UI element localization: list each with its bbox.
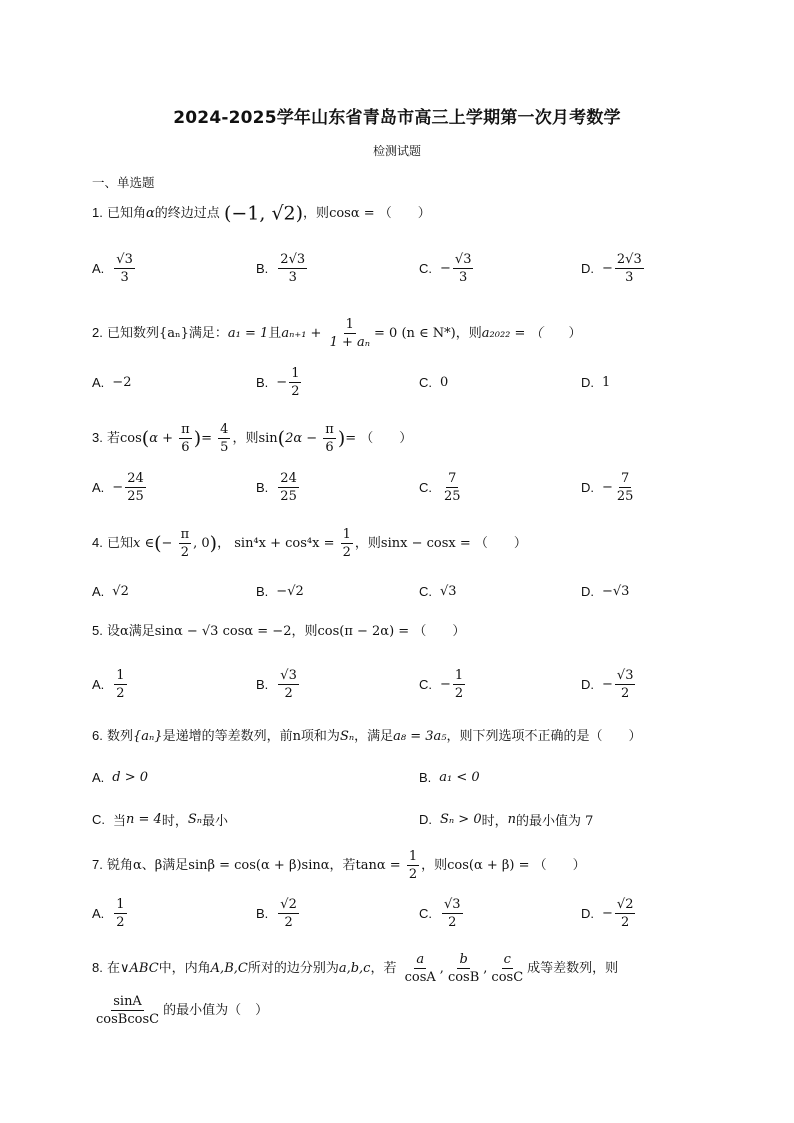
option-b[interactable]: B. $\frac{24}{25}$	[256, 470, 297, 504]
math-expression: a₈ = 3a₅	[393, 729, 447, 744]
alpha-symbol: α	[146, 206, 155, 221]
fraction: $\frac{√3}{2}$	[616, 667, 634, 701]
option-c[interactable]: C. − $\frac{√3}{3}$	[419, 251, 472, 285]
fraction: $\frac{1}{2}$	[342, 527, 351, 560]
question-5	[92, 621, 465, 642]
question-number: 5.	[92, 623, 103, 638]
math-expression: A,B,C	[210, 961, 248, 976]
math-expression: 2α −	[285, 431, 318, 446]
math-expression: 若cos	[106, 431, 142, 446]
math-expression: sinβ = cos(α + β)sinα	[188, 858, 330, 873]
fraction: $\frac{b}{\cos B}$	[447, 952, 480, 985]
question-number: 7.	[92, 857, 103, 872]
math-expression: = 0 (n ∈ N*)	[374, 326, 456, 341]
math-expression: {aₙ}	[133, 729, 163, 744]
question-8: 8. 在∨ABC中，内角A,B,C所对的边分别为a,b,c，若 $\frac{a}{\cos A}$ , $\frac{b}{\cos B}$ , $\frac{c}{\cos C}$ 成等差数列，则	[92, 952, 619, 985]
question-text: ，则sin	[232, 431, 278, 446]
fraction: $\frac{√2}{2}$	[280, 896, 297, 930]
option-d[interactable]: D. − $\frac{2√3}{3}$	[581, 251, 642, 285]
question-text: ，则	[455, 326, 482, 341]
options-row-6a	[92, 757, 712, 797]
question-7	[92, 850, 586, 881]
question-text: 的终边过点	[154, 206, 220, 221]
math-expression: tanα =	[355, 858, 401, 873]
option-a[interactable]: A. $\frac{√3}{3}$	[92, 251, 133, 285]
fraction: $\frac{\pi}{6}$	[325, 422, 334, 455]
fraction: $\frac{1}{\text{1 + aₙ}}$	[329, 317, 371, 350]
option-a[interactable]: A. − $\frac{24}{25}$	[92, 470, 144, 504]
question-text: 已知角	[106, 206, 146, 221]
options-row-2	[92, 362, 712, 402]
question-8-continued	[92, 995, 268, 1026]
question-text: 是递增的等差数列，前n项和为	[162, 729, 340, 744]
question-text: ，若	[370, 961, 397, 976]
section-heading: 一、单选题	[92, 175, 155, 190]
question-text: 设α满足	[106, 624, 155, 639]
question-text: 已知数列{aₙ}满足：	[106, 326, 228, 341]
fraction: $\frac{√2}{2}$	[616, 896, 634, 930]
math-expression: a,b,c	[338, 961, 371, 976]
answer-paren: ）	[568, 326, 582, 341]
question-text: ，则	[291, 624, 318, 639]
fraction: $\frac{\pi}{2}$	[180, 527, 190, 560]
fraction: $\frac{1}{2}$	[291, 365, 300, 399]
fraction: $\frac{1}{2}$	[116, 667, 125, 701]
question-text: ，则	[303, 206, 330, 221]
fraction: $\frac{24}{25}$	[127, 470, 144, 504]
math-expression: x ∈	[133, 536, 155, 551]
fraction: $\frac{\sin A}{\text{cosBcosC}}$	[96, 994, 160, 1027]
fraction: $\frac{1}{2}$	[116, 896, 125, 930]
option-d[interactable]: D. −√3	[581, 583, 630, 599]
option-c[interactable]: C. 当 n = 4 时， Sₙ 最小	[92, 811, 229, 829]
fraction: $\frac{√3}{3}$	[454, 251, 472, 285]
fraction: $\frac{24}{25}$	[280, 470, 297, 504]
option-d[interactable]: D. Sₙ > 0 时， n 的最小值为 7	[419, 811, 594, 829]
math-expression: sinx − cosx = （	[380, 536, 488, 551]
option-c[interactable]: C. 0	[419, 374, 449, 390]
question-text: 在	[106, 961, 120, 976]
fraction: $\frac{√3}{3}$	[116, 251, 133, 285]
page-title: 2024-2025学年山东省青岛市高三上学期第一次月考数学	[173, 108, 621, 128]
options-row-5	[92, 664, 712, 704]
fraction: $\frac{4}{5}$	[220, 422, 229, 455]
math-expression: ∨ABC	[120, 961, 159, 976]
answer-paren: ）	[452, 624, 466, 639]
option-a[interactable]: A. d > 0	[92, 769, 149, 785]
math-expression: cosα = （	[329, 206, 392, 221]
fraction: $\frac{2√3}{3}$	[280, 251, 306, 285]
fraction: $\frac{\pi}{6}$	[181, 422, 190, 455]
fraction: $\frac{7}{25}$	[444, 470, 461, 504]
options-row-4	[92, 571, 712, 611]
option-d[interactable]: D. 1	[581, 374, 611, 390]
answer-paren: ）	[399, 431, 413, 446]
option-c[interactable]: C. $\frac{7}{25}$	[419, 470, 461, 504]
options-row-1	[92, 248, 712, 288]
fraction: $\frac{√3}{2}$	[280, 667, 297, 701]
answer-paren: ）	[417, 206, 431, 221]
question-text: ，若	[329, 858, 356, 873]
question-text: 中，内角	[158, 961, 211, 976]
option-c[interactable]: C. − $\frac{1}{2}$	[419, 667, 464, 701]
option-a[interactable]: A. $\frac{1}{2}$	[92, 896, 125, 930]
question-text: ，则下列选项不正确的是（	[446, 729, 603, 744]
question-text: ，则	[354, 536, 381, 551]
question-number: 2.	[92, 325, 103, 340]
question-text: 成等差数列，则	[527, 961, 619, 976]
option-b[interactable]: B. $\frac{√2}{2}$	[256, 896, 297, 930]
math-expression: sinα − √3 cosα = −2	[154, 624, 292, 639]
question-text: 的最小值为（	[163, 1003, 242, 1018]
answer-paren: ）	[255, 1003, 269, 1018]
math-expression: sin⁴x + cos⁴x =	[234, 536, 335, 551]
options-row-7	[92, 893, 712, 933]
question-number: 1.	[92, 205, 103, 220]
math-expression: cos(α + β) = （	[447, 858, 547, 873]
fraction: $\frac{1}{2}$	[408, 849, 418, 882]
fraction: $\frac{√3}{2}$	[444, 896, 461, 930]
options-row-3	[92, 467, 712, 507]
math-expression: Sₙ	[339, 729, 355, 744]
option-a[interactable]: A. √2	[92, 583, 129, 599]
option-b[interactable]: B. $\frac{√3}{2}$	[256, 667, 297, 701]
math-expression: cos(π − 2α) = （	[317, 624, 427, 639]
question-4: 4. 已知x ∈(− $\frac{\pi}{2}$ , 0)， sin⁴x + cos⁴x = $\frac{1}{2}$ ，则sinx − cosx = （ ）	[92, 527, 527, 560]
question-text: ，则	[421, 858, 448, 873]
option-c[interactable]: C. √3	[419, 583, 457, 599]
question-number: 3.	[92, 430, 103, 445]
math-expression: a₁ = 1	[227, 326, 269, 341]
question-6	[92, 726, 642, 747]
math-expression: α +	[149, 431, 173, 446]
fraction: $\frac{1}{2}$	[454, 667, 464, 701]
question-text: 所对的边分别为	[247, 961, 339, 976]
fraction: $\frac{c}{\cos C}$	[491, 952, 524, 985]
question-text: 锐角α、β满足	[106, 858, 189, 873]
answer-paren: ）	[513, 536, 527, 551]
point-coordinates: (−1, √2)	[223, 202, 304, 225]
answer-paren: ）	[628, 729, 642, 744]
fraction: $\frac{7}{25}$	[616, 470, 634, 504]
option-d[interactable]: D. − $\frac{√3}{2}$	[581, 667, 634, 701]
question-2	[92, 318, 582, 349]
math-expression: aₙ₊₁ +	[281, 326, 322, 341]
question-text: 且	[268, 326, 282, 341]
question-number: 8.	[92, 960, 103, 975]
page-subtitle: 检测试题	[372, 144, 421, 158]
answer-paren: ）	[572, 858, 586, 873]
option-b[interactable]: B. − $\frac{1}{2}$	[256, 365, 300, 399]
option-d[interactable]: D. − $\frac{√2}{2}$	[581, 896, 634, 930]
question-1	[92, 203, 431, 224]
option-b[interactable]: B. a₁ < 0	[419, 769, 480, 785]
option-c[interactable]: C. $\frac{√3}{2}$	[419, 896, 461, 930]
question-number: 6.	[92, 728, 103, 743]
question-text: 数列	[106, 729, 133, 744]
option-d[interactable]: D. − $\frac{7}{25}$	[581, 470, 634, 504]
option-b[interactable]: B. $\frac{2√3}{3}$	[256, 251, 306, 285]
option-a[interactable]: A. $\frac{1}{2}$	[92, 667, 125, 701]
question-3: 3. 若cos(α + $\frac{\pi}{6}$ )= $\frac{4}{5}$ ，则sin(2α − $\frac{\pi}{6}$ )= （ ）	[92, 422, 413, 455]
math-expression: a₂₀₂₂ = （	[481, 326, 543, 341]
question-number: 4.	[92, 535, 103, 550]
fraction: $\frac{a}{\cos A}$	[404, 952, 436, 985]
question-text: 已知	[106, 536, 133, 551]
question-text: ，满足	[354, 729, 394, 744]
fraction: $\frac{2√3}{3}$	[616, 251, 642, 285]
options-row-6b	[92, 799, 712, 839]
option-a[interactable]: A. −2	[92, 374, 132, 390]
option-b[interactable]: B. −√2	[256, 583, 304, 599]
